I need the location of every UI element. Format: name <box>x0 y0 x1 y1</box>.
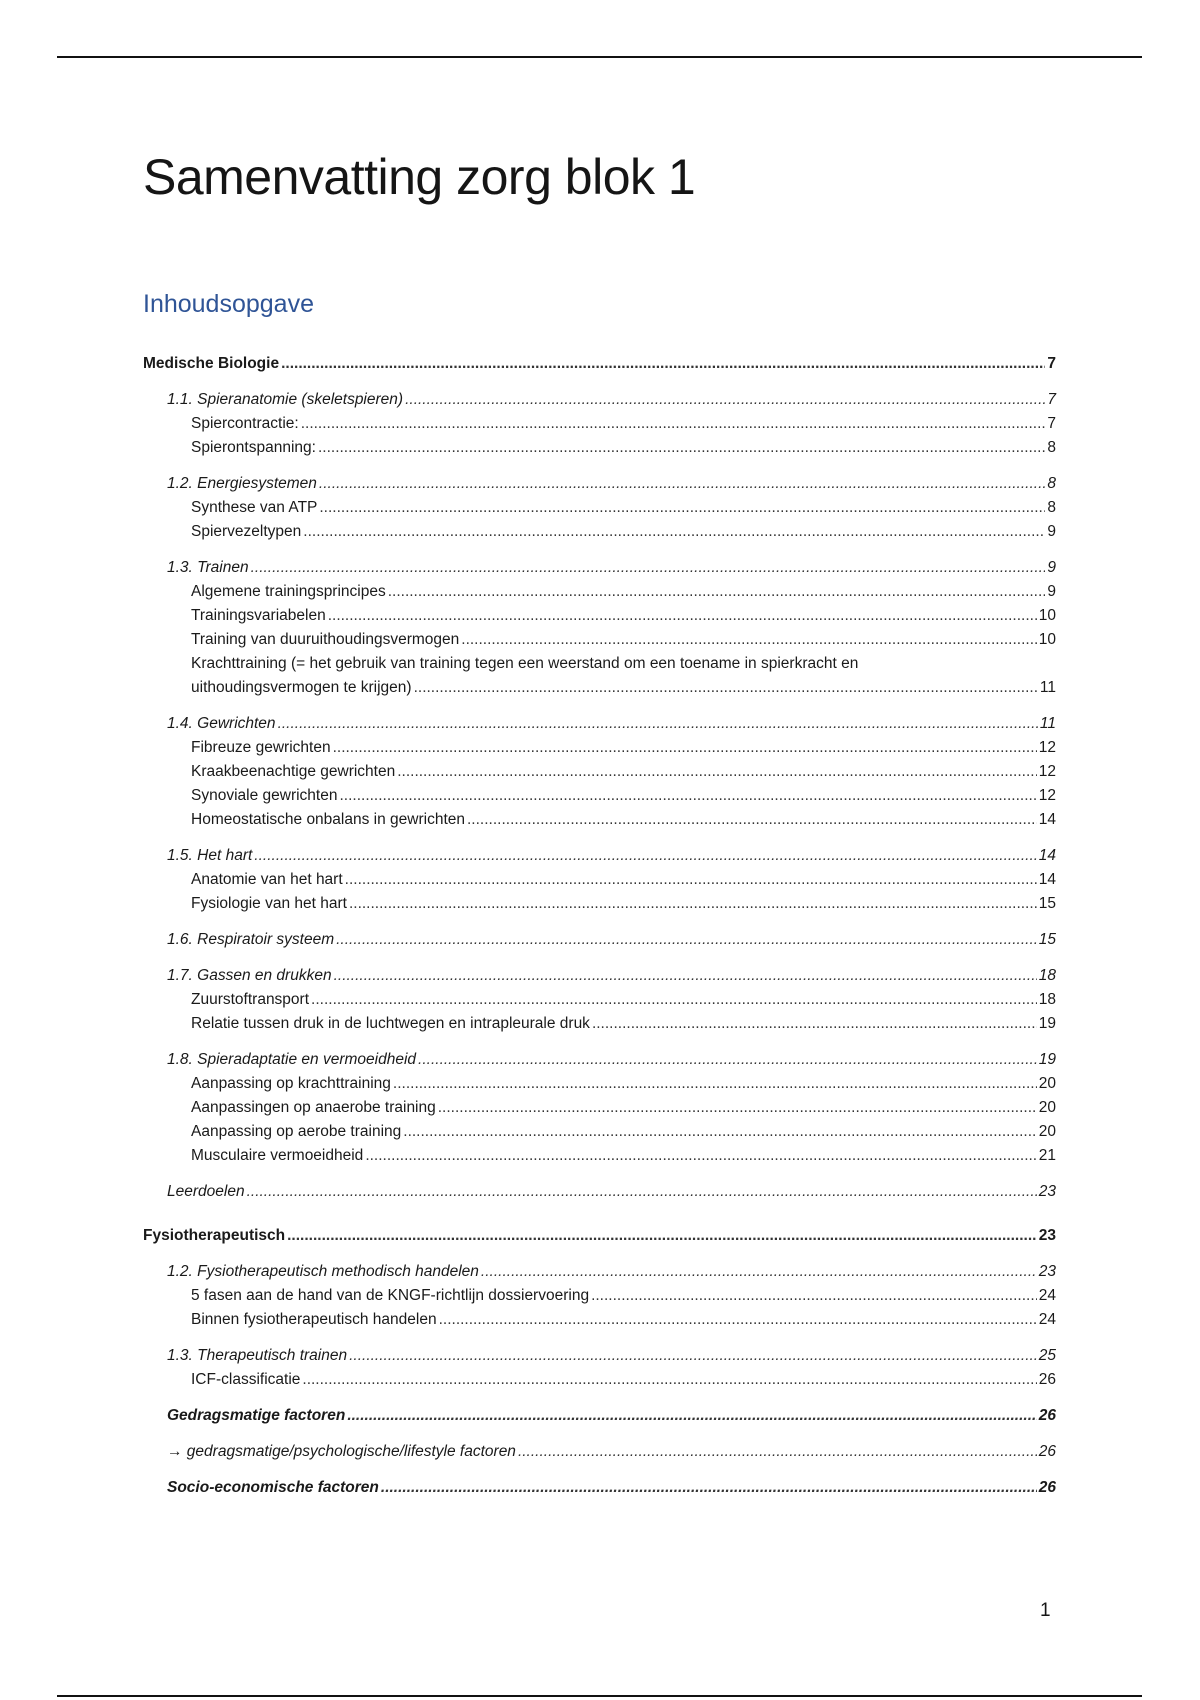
toc-entry-label: Homeostatische onbalans in gewrichten <box>191 811 465 828</box>
toc-entry[interactable] <box>143 352 1056 376</box>
toc-entry-page: 12 <box>1038 763 1056 780</box>
toc-entry-page: 15 <box>1038 931 1056 948</box>
document-title: Samenvatting zorg blok 1 <box>143 149 696 205</box>
toc-entry[interactable] <box>143 808 1056 832</box>
dot-leader <box>591 1284 1037 1308</box>
dot-leader <box>336 928 1037 952</box>
toc-entry-label: Aanpassingen op anaerobe training <box>191 1099 436 1116</box>
page-number: 1 <box>1040 1600 1051 1621</box>
toc-entry[interactable] <box>143 1368 1056 1392</box>
toc-entry-page: 14 <box>1038 871 1056 888</box>
toc-entry-label: Synoviale gewrichten <box>191 787 338 804</box>
toc-entry[interactable] <box>143 1048 1056 1072</box>
dot-leader <box>319 496 1045 520</box>
toc-entry-label: 1.2. Fysiotherapeutisch methodisch handelen <box>167 1263 479 1280</box>
toc-entry-label: 1.3. Trainen <box>167 559 249 576</box>
toc-entry-page: 18 <box>1038 967 1056 984</box>
toc-entry[interactable] <box>143 784 1056 808</box>
toc-entry-label: Socio-economische factoren <box>167 1479 379 1496</box>
toc-entry[interactable] <box>143 1096 1056 1120</box>
toc-entry-page: 23 <box>1038 1227 1056 1244</box>
toc-entry[interactable] <box>143 556 1056 580</box>
toc-entry-label: Synthese van ATP <box>191 499 318 516</box>
toc-entry[interactable] <box>143 1404 1056 1428</box>
toc-entry-label: Medische Biologie <box>143 355 280 372</box>
dot-leader <box>518 1440 1037 1464</box>
toc-entry-page: 23 <box>1038 1263 1056 1280</box>
toc-entry-page: 9 <box>1047 523 1056 540</box>
toc-entry-page: 8 <box>1047 499 1056 516</box>
dot-leader <box>592 1012 1037 1036</box>
dot-leader <box>345 868 1037 892</box>
toc-heading: Inhoudsopgave <box>143 290 314 318</box>
toc-entry-label: Algemene trainingsprincipes <box>191 583 386 600</box>
toc-entry[interactable] <box>143 868 1056 892</box>
dot-leader <box>302 1368 1036 1392</box>
toc-entry-label: Gedragsmatige factoren <box>167 1407 346 1424</box>
toc-entry-label: Spiercontractie: <box>191 415 299 432</box>
header-rule <box>57 56 1142 58</box>
toc-entry[interactable] <box>143 1284 1056 1308</box>
toc-entry[interactable] <box>143 760 1056 784</box>
toc-entry[interactable] <box>143 844 1056 868</box>
dot-leader <box>311 988 1037 1012</box>
toc-entry-page: 20 <box>1038 1123 1056 1140</box>
toc-entry-page: 9 <box>1047 583 1056 600</box>
toc-entry-label: Spiervezeltypen <box>191 523 302 540</box>
dot-leader <box>278 712 1038 736</box>
toc-entry[interactable] <box>143 1308 1056 1332</box>
toc-entry-page: 19 <box>1038 1051 1056 1068</box>
dot-leader <box>365 1144 1036 1168</box>
toc-entry-label: 1.6. Respiratoir systeem <box>167 931 335 948</box>
toc-entry-page: 12 <box>1038 787 1056 804</box>
toc-entry-label: Musculaire vermoeidheid <box>191 1147 364 1164</box>
dot-leader <box>347 1404 1036 1428</box>
toc-entry[interactable] <box>143 580 1056 604</box>
toc-entry-page: 25 <box>1038 1347 1056 1364</box>
dot-leader <box>438 1096 1037 1120</box>
toc-entry-label: 1.4. Gewrichten <box>167 715 276 732</box>
toc-entry-label: Zuurstoftransport <box>191 991 310 1008</box>
footer-rule <box>57 1695 1142 1697</box>
toc-entry-label: Fysiotherapeutisch <box>143 1227 286 1244</box>
toc-entry-label: Fysiologie van het hart <box>191 895 347 912</box>
toc-entry-label: Aanpassing op krachttraining <box>191 1075 391 1092</box>
toc-entry[interactable] <box>143 1476 1056 1500</box>
toc-entry-page: 11 <box>1039 679 1056 696</box>
toc-entry[interactable] <box>143 628 1056 652</box>
toc-entry-page: 24 <box>1038 1287 1056 1304</box>
toc-entry[interactable] <box>143 736 1056 760</box>
toc-entry[interactable] <box>143 604 1056 628</box>
dot-leader <box>287 1224 1037 1248</box>
toc-entry[interactable] <box>143 388 1056 412</box>
toc-entry-page: 7 <box>1047 355 1056 372</box>
dot-leader <box>461 628 1036 652</box>
toc-entry-label: Fibreuze gewrichten <box>191 739 331 756</box>
toc-entry-page: 8 <box>1047 475 1056 492</box>
dot-leader <box>303 520 1045 544</box>
dot-leader <box>328 604 1037 628</box>
dot-leader <box>281 352 1045 376</box>
toc-entry[interactable] <box>143 520 1056 544</box>
toc-entry-page: 20 <box>1038 1075 1056 1092</box>
toc-entry-label: 1.3. Therapeutisch trainen <box>167 1347 348 1364</box>
toc-entry-page: 24 <box>1038 1311 1056 1328</box>
toc-entry-page: 26 <box>1038 1443 1056 1460</box>
toc-entry[interactable] <box>143 412 1056 436</box>
toc-entry[interactable] <box>143 1224 1056 1248</box>
dot-leader <box>349 1344 1037 1368</box>
dot-leader <box>393 1072 1037 1096</box>
table-of-contents <box>143 352 1056 1500</box>
dot-leader <box>397 760 1037 784</box>
toc-entry[interactable] <box>143 1072 1056 1096</box>
toc-entry[interactable] <box>143 1180 1056 1204</box>
dot-leader <box>339 784 1036 808</box>
toc-entry-label: uithoudingsvermogen te krijgen) <box>191 679 412 696</box>
toc-entry-page: 18 <box>1038 991 1056 1008</box>
toc-entry-page: 20 <box>1038 1099 1056 1116</box>
dot-leader <box>388 580 1046 604</box>
dot-leader <box>467 808 1037 832</box>
toc-entry-page: 11 <box>1039 715 1056 732</box>
dot-leader <box>251 556 1046 580</box>
toc-entry-label: ICF-classificatie <box>191 1371 301 1388</box>
dot-leader <box>418 1048 1037 1072</box>
toc-entry-label: Binnen fysiotherapeutisch handelen <box>191 1311 437 1328</box>
toc-entry-label: → gedragsmatige/psychologische/lifestyle factoren <box>167 1443 516 1460</box>
dot-leader <box>301 412 1046 436</box>
toc-entry[interactable] <box>143 892 1056 916</box>
dot-leader <box>319 472 1045 496</box>
toc-entry-label: Kraakbeenachtige gewrichten <box>191 763 396 780</box>
dot-leader <box>381 1476 1037 1500</box>
toc-entry-page: 9 <box>1047 559 1056 576</box>
toc-entry-page: 8 <box>1047 439 1056 456</box>
toc-entry[interactable] <box>143 1120 1056 1144</box>
toc-entry-page: 26 <box>1038 1407 1056 1424</box>
toc-entry-page: 14 <box>1038 847 1056 864</box>
toc-entry-page: 26 <box>1038 1371 1056 1388</box>
dot-leader <box>334 964 1037 988</box>
toc-entry-page: 10 <box>1038 607 1056 624</box>
dot-leader <box>481 1260 1037 1284</box>
toc-entry-page: 21 <box>1038 1147 1056 1164</box>
toc-entry-page: 14 <box>1038 811 1056 828</box>
toc-entry-label: Training van duuruithoudingsvermogen <box>191 631 460 648</box>
toc-entry-label: Trainingsvariabelen <box>191 607 326 624</box>
toc-entry-label: 1.8. Spieradaptatie en vermoeidheid <box>167 1051 417 1068</box>
toc-entry[interactable] <box>143 1440 1056 1464</box>
toc-entry[interactable] <box>143 1012 1056 1036</box>
toc-entry-page: 23 <box>1038 1183 1056 1200</box>
toc-entry[interactable] <box>143 712 1056 736</box>
toc-entry-label: 1.2. Energiesystemen <box>167 475 317 492</box>
toc-entry[interactable] <box>143 436 1056 460</box>
toc-entry-label: Krachttraining (= het gebruik van training tegen een weerstand om een toename in spierkracht en <box>191 655 859 672</box>
toc-entry[interactable] <box>143 496 1056 520</box>
toc-entry[interactable] <box>143 652 1056 700</box>
toc-entry[interactable] <box>143 1260 1056 1284</box>
toc-entry-label: 1.1. Spieranatomie (skeletspieren) <box>167 391 404 408</box>
toc-entry-page: 7 <box>1047 391 1056 408</box>
toc-entry[interactable] <box>143 472 1056 496</box>
toc-entry-page: 19 <box>1038 1015 1056 1032</box>
toc-entry[interactable] <box>143 1344 1056 1368</box>
toc-entry[interactable] <box>143 964 1056 988</box>
toc-entry-label: Aanpassing op aerobe training <box>191 1123 402 1140</box>
toc-entry[interactable] <box>143 988 1056 1012</box>
toc-entry-label: 1.7. Gassen en drukken <box>167 967 332 984</box>
dot-leader <box>349 892 1037 916</box>
toc-entry-page: 7 <box>1047 415 1056 432</box>
toc-entry[interactable] <box>143 1144 1056 1168</box>
toc-entry-label: 1.5. Het hart <box>167 847 253 864</box>
dot-leader <box>318 436 1045 460</box>
toc-entry[interactable] <box>143 928 1056 952</box>
dot-leader <box>254 844 1036 868</box>
dot-leader <box>439 1308 1037 1332</box>
toc-entry-page: 15 <box>1038 895 1056 912</box>
toc-entry-label: Relatie tussen druk in de luchtwegen en intrapleurale druk <box>191 1015 590 1032</box>
dot-leader <box>403 1120 1036 1144</box>
toc-entry-page: 12 <box>1038 739 1056 756</box>
toc-entry-page: 26 <box>1038 1479 1056 1496</box>
dot-leader <box>247 1180 1037 1204</box>
toc-entry-page: 10 <box>1038 631 1056 648</box>
dot-leader <box>414 676 1038 700</box>
toc-entry-label: Anatomie van het hart <box>191 871 343 888</box>
toc-entry-label: 5 fasen aan de hand van de KNGF-richtlijn dossiervoering <box>191 1287 590 1304</box>
dot-leader <box>333 736 1037 760</box>
dot-leader <box>405 388 1045 412</box>
toc-entry-label: Spierontspanning: <box>191 439 316 456</box>
toc-entry-label: Leerdoelen <box>167 1183 245 1200</box>
